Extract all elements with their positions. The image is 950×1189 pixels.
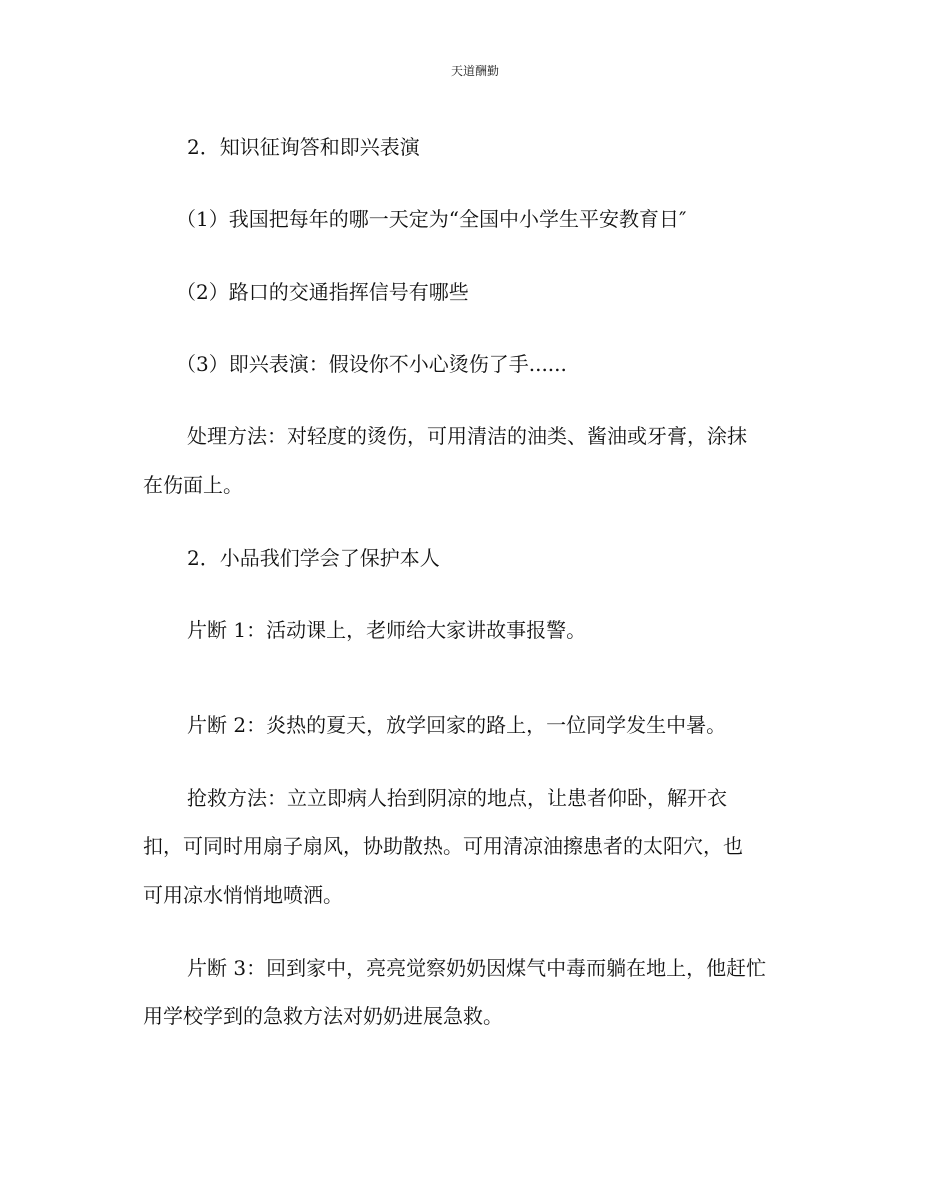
paragraph-line: 可用凉水悄悄地喷洒。 xyxy=(143,883,343,907)
paragraph-line: 片断 3：回到家中，亮亮觉察奶奶因煤气中毒而躺在地上，他赶忙 xyxy=(187,956,767,980)
section-heading: 2．知识征询答和即兴表演 xyxy=(187,135,420,159)
question-item: （2）路口的交通指挥信号有哪些 xyxy=(176,280,469,304)
paragraph-line: 抢救方法：立立即病人抬到阴凉的地点，让患者仰卧，解开衣 xyxy=(187,786,727,810)
paragraph-line: 处理方法：对轻度的烫伤，可用清洁的油类、酱油或牙膏，涂抹 xyxy=(187,424,747,448)
paragraph-line: 片断 1：活动课上，老师给大家讲故事报警。 xyxy=(187,618,587,642)
section-heading: 2．小品我们学会了保护本人 xyxy=(187,546,440,570)
page-header: 天道酬勤 xyxy=(450,64,499,78)
paragraph-line: 在伤面上。 xyxy=(143,473,243,497)
question-item: （3）即兴表演：假设你不小心烫伤了手...... xyxy=(176,352,567,376)
paragraph-line: 片断 2：炎热的夏天，放学回家的路上，一位同学发生中暑。 xyxy=(187,713,727,737)
question-item: （1）我国把每年的哪一天定为“全国中小学生平安教育日″ xyxy=(176,207,687,231)
paragraph-line: 用学校学到的急救方法对奶奶进展急救。 xyxy=(143,1004,503,1028)
paragraph-line: 扣，可同时用扇子扇风，协助散热。可用清凉油擦患者的太阳穴，也 xyxy=(143,834,743,858)
